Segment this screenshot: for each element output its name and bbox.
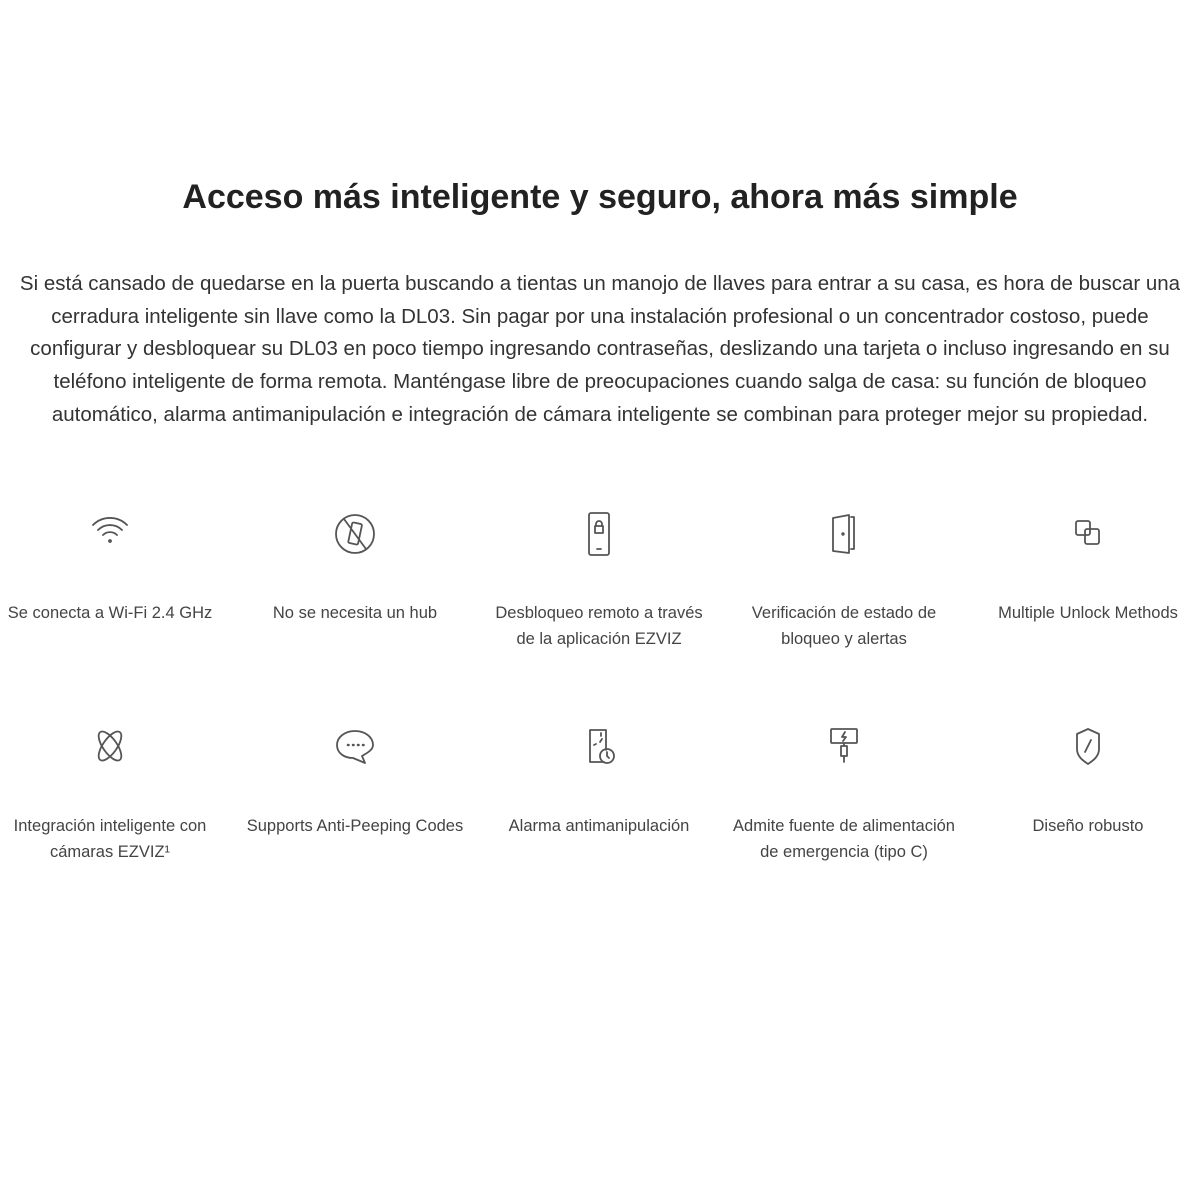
feature-tamper-alarm xyxy=(484,721,714,839)
feature-robust-design xyxy=(973,721,1200,839)
feature-label: Diseño robusto xyxy=(1032,817,1144,835)
feature-label: Multiple Unlock Methods xyxy=(998,604,1178,622)
camera-integration-icon xyxy=(85,721,135,771)
feature-label: Desbloqueo remoto a través de la aplicación EZVIZ xyxy=(495,604,703,648)
usb-c-power-icon xyxy=(819,721,869,771)
feature-label: Alarma antimanipulación xyxy=(508,817,690,835)
feature-unlock-methods xyxy=(973,508,1200,626)
feature-label: Se conecta a Wi-Fi 2.4 GHz xyxy=(7,604,213,622)
intro-paragraph: Si está cansado de quedarse en la puerta buscando a tientas un manojo de llaves para entrar a su casa, es hora de buscar una cerradura inteligente sin llave como la DL03. Sin pagar por una instalación profesional o un concentrador costoso, puede configurar y desbloquear su DL03 en poco tiempo ingresando contraseñas, deslizando una tarjeta o incluso ingresando en su teléfono inteligente de forma remota. Manténgase libre de preocupaciones cuando salga de casa: su función de bloqueo automático, alarma antimanipulación e integración de cámara inteligente se combinan para proteger mejor su propiedad. xyxy=(19,272,1181,426)
wifi-icon xyxy=(85,508,135,558)
shield-icon xyxy=(1063,721,1113,771)
feature-label: No se necesita un hub xyxy=(272,604,438,622)
multiple-squares-icon xyxy=(1063,508,1113,558)
tamper-alarm-icon xyxy=(574,721,624,771)
no-hub-icon xyxy=(330,508,380,558)
feature-anti-peeping xyxy=(240,721,470,839)
feature-remote-unlock xyxy=(484,508,714,652)
feature-label: Supports Anti-Peeping Codes xyxy=(246,817,464,835)
chat-bubble-icon xyxy=(330,721,380,771)
feature-label: Verificación de estado de bloqueo y alertas xyxy=(751,604,937,648)
door-icon xyxy=(819,508,869,558)
feature-no-hub xyxy=(240,508,470,626)
page-title: Acceso más inteligente y seguro, ahora más simple xyxy=(182,178,1018,216)
feature-lock-status xyxy=(729,508,959,652)
feature-label: Integración inteligente con cámaras EZVIZ¹ xyxy=(13,817,207,861)
phone-lock-icon xyxy=(574,508,624,558)
feature-emergency-power xyxy=(729,721,959,865)
feature-label: Admite fuente de alimentación de emergencia (tipo C) xyxy=(733,817,955,861)
feature-camera-integration xyxy=(0,721,225,865)
feature-wifi xyxy=(0,508,225,626)
